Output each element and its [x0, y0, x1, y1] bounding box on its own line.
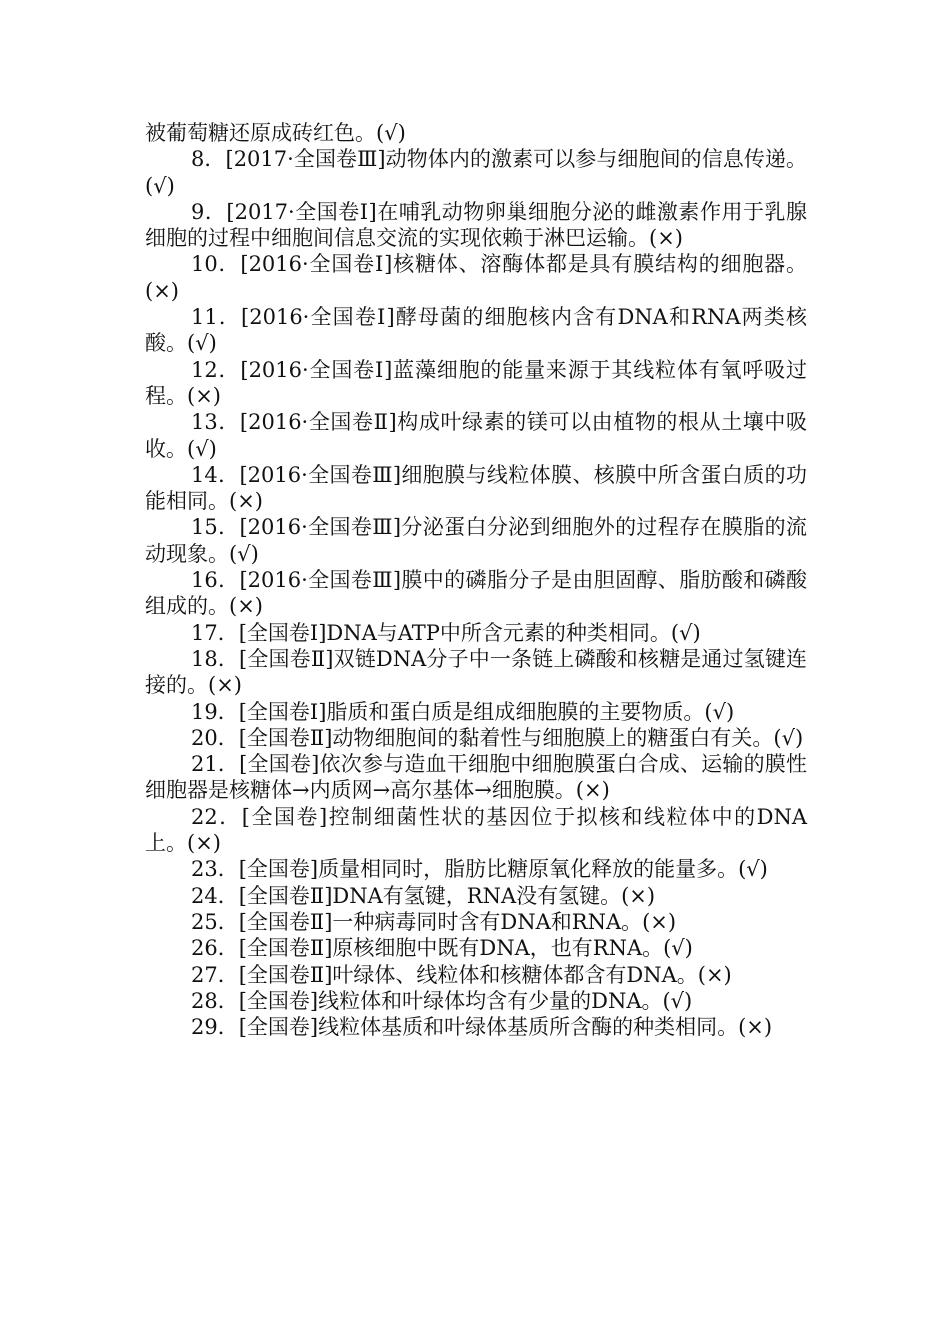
question-13: 13．[2016·全国卷Ⅱ]构成叶绿素的镁可以由植物的根从土壤中吸收。(√) [145, 410, 807, 461]
question-29: 29．[全国卷]线粒体基质和叶绿体基质所含酶的种类相同。(×) [191, 1015, 773, 1040]
question-14: 14．[2016·全国卷Ⅲ]细胞膜与线粒体膜、核膜中所含蛋白质的功能相同。(×) [145, 462, 807, 514]
question-24: 24．[全国卷Ⅱ]DNA有氢键，RNA没有氢键。(×) [191, 883, 656, 908]
question-27: 27．[全国卷Ⅱ]叶绿体、线粒体和核糖体都含有DNA。(×) [191, 962, 732, 987]
question-9: 9．[2017·全国卷Ⅰ]在哺乳动物卵巢细胞分泌的雌激素作用于乳腺细胞的过程中细胞间信息交流的实现依赖于淋巴运输。(×) [145, 199, 807, 251]
question-19: 19．[全国卷Ⅰ]脂质和蛋白质是组成细胞膜的主要物质。(√) [191, 699, 735, 724]
question-21: 21．[全国卷]依次参与造血干细胞中细胞膜蛋白合成、运输的膜性细胞器是核糖体→内质网→高尔基体→细胞膜。(×) [145, 752, 807, 803]
question-26: 26．[全国卷Ⅱ]原核细胞中既有DNA，也有RNA。(√) [191, 936, 693, 961]
question-12: 12．[2016·全国卷Ⅰ]蓝藻细胞的能量来源于其线粒体有氧呼吸过程。(×) [145, 357, 807, 408]
question-22: 22．[全国卷]控制细菌性状的基因位于拟核和线粒体中的DNA上。(×) [145, 804, 807, 856]
question-23: 23．[全国卷]质量相同时，脂肪比糖原氧化释放的能量多。(√) [191, 857, 768, 882]
question-18: 18．[全国卷Ⅱ]双链DNA分子中一条链上磷酸和核糖是通过氢键连接的。(×) [145, 646, 807, 698]
question-20: 20．[全国卷Ⅱ]动物细胞间的黏着性与细胞膜上的糖蛋白有关。(√) [191, 725, 804, 750]
question-11: 11．[2016·全国卷Ⅰ]酵母菌的细胞核内含有DNA和RNA两类核酸。(√) [145, 305, 807, 356]
question-10: 10．[2016·全国卷Ⅰ]核糖体、溶酶体都是具有膜结构的细胞器。(×) [145, 252, 807, 303]
question-16: 16．[2016·全国卷Ⅲ]膜中的磷脂分子是由胆固醇、脂肪酸和磷酸组成的。(×) [145, 568, 807, 619]
document-page [145, 120, 807, 1040]
question-8: 8．[2017·全国卷Ⅲ]动物体内的激素可以参与细胞间的信息传递。(√) [145, 147, 807, 198]
paragraph-continuation: 被葡萄糖还原成砖红色。(√) [145, 121, 406, 145]
question-28: 28．[全国卷]线粒体和叶绿体均含有少量的DNA。(√) [191, 988, 693, 1013]
question-25: 25．[全国卷Ⅱ]一种病毒同时含有DNA和RNA。(×) [191, 909, 677, 934]
question-15: 15．[2016·全国卷Ⅲ]分泌蛋白分泌到细胞外的过程存在膜脂的流动现象。(√) [145, 515, 807, 566]
question-17: 17．[全国卷Ⅰ]DNA与ATP中所含元素的种类相同。(√) [191, 620, 701, 645]
